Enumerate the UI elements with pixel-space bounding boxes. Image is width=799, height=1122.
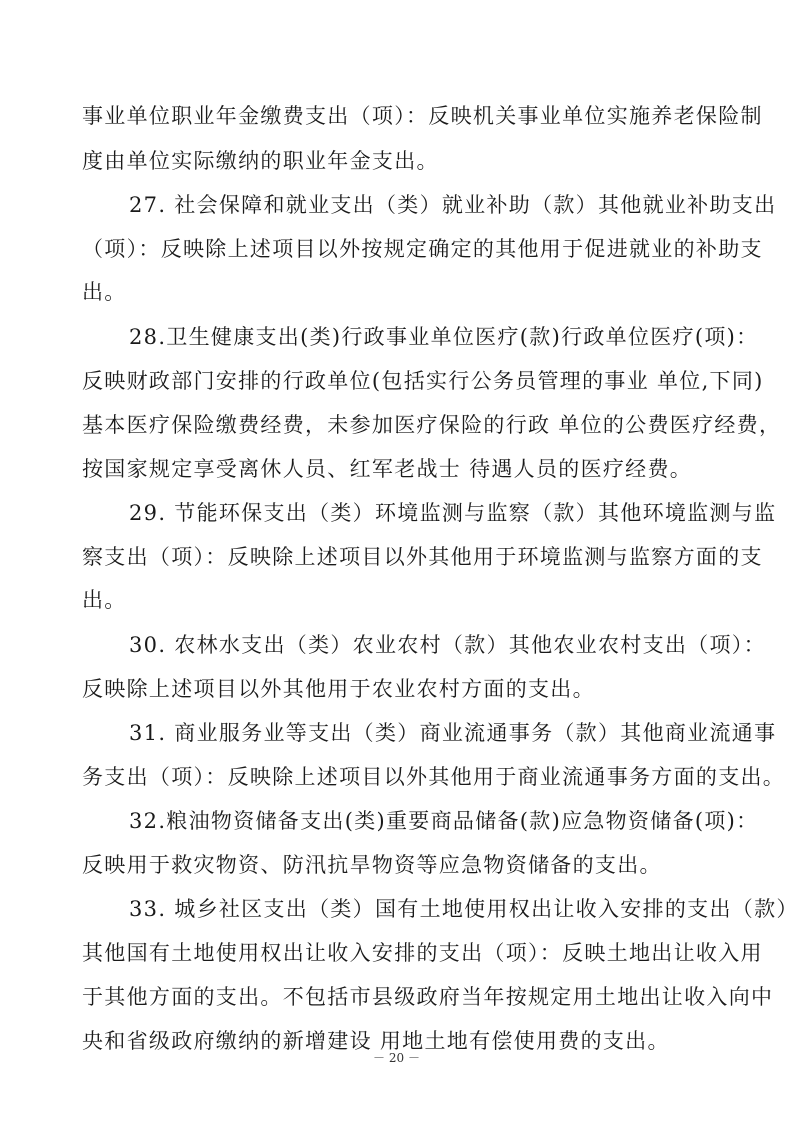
text-line: 反映除上述项目以外其他用于农业农村方面的支出。 — [82, 677, 595, 701]
paragraph-29-line: 29. 节能环保支出（类）环境监测与监察（款）其他环境监测与监 — [129, 501, 777, 525]
paragraph-30-line: 30. 农林水支出（类）农业农村（款）其他农业农村支出（项）： — [129, 633, 766, 657]
text-line: 其他国有土地使用权出让收入安排的支出（项）：反映土地出让收入用 — [82, 941, 763, 965]
text-line: 务支出（项）：反映除上述项目以外其他用于商业流通事务方面的支出。 — [82, 765, 786, 789]
text-line: 央和省级政府缴纳的新增建设 用地土地有偿使用费的支出。 — [82, 1029, 670, 1053]
text-line: 反映财政部门安排的行政单位(包括实行公务员管理的事业 单位,下同) — [82, 369, 764, 393]
text-line: 于其他方面的支出。不包括市县级政府当年按规定用土地出让收入向中 — [82, 985, 774, 1009]
text-line: 按国家规定享受离休人员、红军老战士 待遇人员的医疗经费。 — [82, 457, 693, 481]
paragraph-32-line: 32.粮油物资储备支出(类)重要商品储备(款)应急物资储备(项)： — [129, 809, 759, 833]
paragraph-28-line: 28.卫生健康支出(类)行政事业单位医疗(款)行政单位医疗(项)： — [129, 325, 759, 349]
text-line: 出。 — [82, 588, 127, 612]
text-line: 基本医疗保险缴费经费，未参加医疗保险的行政 单位的公费医疗经费， — [82, 413, 782, 437]
text-line: 察支出（项）：反映除上述项目以外其他用于环境监测与监察方面的支 — [82, 545, 763, 569]
text-line: （项）：反映除上述项目以外按规定确定的其他用于促进就业的补助支 — [82, 237, 763, 261]
paragraph-33-line: 33. 城乡社区支出（类）国有土地使用权出让收入安排的支出（款） — [129, 897, 799, 921]
text-line: 反映用于救灾物资、防汛抗旱物资等应急物资储备的支出。 — [82, 853, 662, 877]
paragraph-31-line: 31. 商业服务业等支出（类）商业流通事务（款）其他商业流通事 — [129, 721, 777, 745]
text-line: 事业单位职业年金缴费支出（项）：反映机关事业单位实施养老保险制 — [82, 104, 763, 128]
text-line: 度由单位实际缴纳的职业年金支出。 — [82, 149, 439, 173]
text-line: 出。 — [82, 280, 127, 304]
paragraph-27-line: 27. 社会保障和就业支出（类）就业补助（款）其他就业补助支出 — [129, 193, 777, 217]
page-number: － 20 － — [373, 1051, 420, 1065]
